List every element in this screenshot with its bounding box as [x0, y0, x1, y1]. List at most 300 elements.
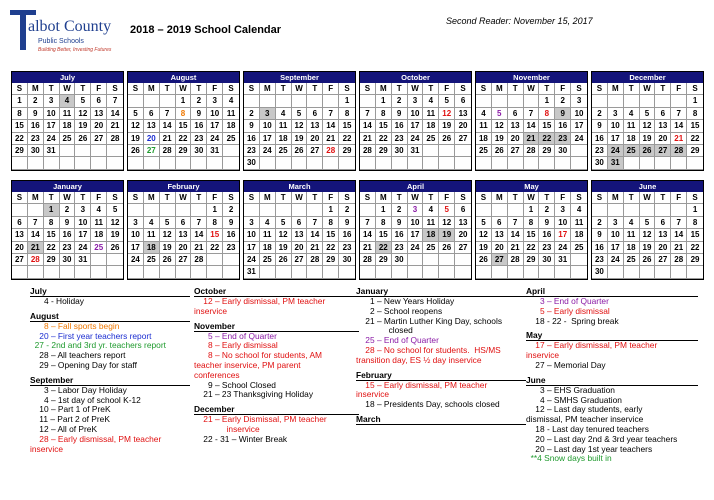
- event-item: 28 – All teachers report: [30, 350, 126, 361]
- day-cell: 24: [44, 133, 60, 145]
- empty-cell: [687, 266, 703, 278]
- day-cell: 29: [524, 254, 540, 266]
- empty-cell: [624, 204, 640, 216]
- empty-cell: [276, 157, 292, 169]
- events-column-3: [356, 286, 526, 425]
- day-cell: 26: [492, 145, 508, 157]
- day-cell: 8: [176, 108, 192, 120]
- day-cell: 25: [60, 133, 76, 145]
- day-cell: 18: [423, 229, 439, 241]
- day-cell: 23: [392, 133, 408, 145]
- day-cell: 24: [571, 133, 587, 145]
- empty-cell: [292, 266, 308, 278]
- weekday-header: M: [376, 192, 392, 204]
- day-cell: 6: [144, 108, 160, 120]
- empty-cell: [160, 204, 176, 216]
- weekday-header: T: [307, 192, 323, 204]
- day-cell: 13: [455, 108, 471, 120]
- day-cell: 24: [608, 254, 624, 266]
- event-item: 20 – First year teachers report: [30, 330, 152, 341]
- empty-cell: [244, 95, 260, 107]
- day-cell: 11: [91, 217, 107, 229]
- empty-cell: [524, 95, 540, 107]
- event-item: 3 – End of Quarter: [526, 296, 609, 306]
- empty-cell: [128, 157, 144, 169]
- weekday-header: S: [339, 83, 355, 95]
- day-cell: 19: [492, 133, 508, 145]
- day-cell: 11: [423, 108, 439, 120]
- day-cell: 11: [624, 229, 640, 241]
- day-cell: 19: [640, 242, 656, 254]
- day-cell: 22: [44, 242, 60, 254]
- event-item: 10 – Part 1 of PreK: [30, 404, 111, 415]
- empty-cell: [555, 157, 571, 169]
- day-cell: 19: [292, 133, 308, 145]
- empty-cell: [476, 204, 492, 216]
- day-cell: 31: [555, 254, 571, 266]
- event-item: 20 – Last day 2nd & 3rd year teachers: [526, 433, 678, 444]
- empty-cell: [539, 157, 555, 169]
- empty-cell: [223, 145, 239, 157]
- empty-cell: [624, 157, 640, 169]
- day-cell: 27: [455, 242, 471, 254]
- empty-cell: [12, 266, 28, 278]
- day-cell: 20: [91, 120, 107, 132]
- day-cell: 7: [671, 108, 687, 120]
- day-cell: 4: [423, 204, 439, 216]
- weekday-header: S: [360, 192, 376, 204]
- day-cell: 30: [555, 145, 571, 157]
- day-cell: 16: [339, 229, 355, 241]
- weekday-header: S: [571, 83, 587, 95]
- day-cell: 13: [655, 120, 671, 132]
- event-item: 22 - 31 – Winter Break: [194, 433, 288, 444]
- day-cell: 21: [360, 242, 376, 254]
- day-cell: 7: [524, 108, 540, 120]
- empty-cell: [571, 254, 587, 266]
- empty-cell: [655, 204, 671, 216]
- empty-cell: [524, 157, 540, 169]
- weekday-header: W: [176, 83, 192, 95]
- weekday-header: T: [392, 192, 408, 204]
- month-march: [243, 180, 356, 280]
- day-cell: 8: [376, 217, 392, 229]
- day-cell: 26: [276, 254, 292, 266]
- day-cell: 21: [671, 242, 687, 254]
- day-cell: 1: [323, 204, 339, 216]
- weekday-header: S: [244, 83, 260, 95]
- event-item: 29 – Opening Day for staff: [30, 359, 137, 370]
- empty-cell: [176, 157, 192, 169]
- month-header: July: [12, 72, 123, 83]
- weekday-header: F: [323, 83, 339, 95]
- event-item: 3 – Labor Day Holiday: [30, 384, 127, 395]
- day-cell: 27: [176, 254, 192, 266]
- day-cell: 13: [655, 229, 671, 241]
- day-cell: 3: [75, 204, 91, 216]
- weekday-header: S: [223, 83, 239, 95]
- weekday-header: T: [191, 83, 207, 95]
- empty-cell: [260, 95, 276, 107]
- weekday-header: M: [260, 192, 276, 204]
- day-cell: 1: [339, 95, 355, 107]
- day-cell: 23: [592, 254, 608, 266]
- weekday-header: S: [339, 192, 355, 204]
- day-cell: 22: [539, 133, 555, 145]
- month-november: [475, 71, 588, 171]
- empty-cell: [439, 145, 455, 157]
- month-september: [243, 71, 356, 171]
- day-cell: 11: [144, 229, 160, 241]
- day-cell: 9: [592, 229, 608, 241]
- empty-cell: [144, 266, 160, 278]
- event-item: 18 – Presidents Day, schools closed: [356, 399, 500, 410]
- day-cell: 29: [44, 254, 60, 266]
- day-cell: 24: [244, 254, 260, 266]
- day-cell: 24: [260, 145, 276, 157]
- day-cell: 28: [323, 145, 339, 157]
- events-month-heading: March: [356, 414, 526, 425]
- day-cell: 3: [408, 204, 424, 216]
- day-cell: 16: [392, 120, 408, 132]
- empty-cell: [191, 157, 207, 169]
- event-item: 12 – Early dismissal, PM teacher: [194, 296, 326, 306]
- day-cell: 13: [91, 108, 107, 120]
- weekday-header: T: [160, 83, 176, 95]
- day-cell: 24: [555, 242, 571, 254]
- weekday-header: T: [392, 83, 408, 95]
- day-cell: 19: [128, 133, 144, 145]
- day-cell: 11: [476, 120, 492, 132]
- empty-cell: [107, 254, 123, 266]
- day-cell: 26: [292, 145, 308, 157]
- day-cell: 28: [360, 145, 376, 157]
- day-cell: 21: [508, 242, 524, 254]
- day-cell: 12: [276, 229, 292, 241]
- event-item: 3 – EHS Graduation: [526, 384, 615, 395]
- day-cell: 20: [292, 242, 308, 254]
- event-item: 15 – Early dismissal, PM teacher: [356, 379, 488, 390]
- day-cell: 28: [508, 254, 524, 266]
- empty-cell: [376, 266, 392, 278]
- day-cell: 9: [555, 108, 571, 120]
- empty-cell: [307, 157, 323, 169]
- day-cell: 4: [624, 108, 640, 120]
- day-cell: 18: [624, 133, 640, 145]
- empty-cell: [128, 204, 144, 216]
- month-header: April: [360, 181, 471, 192]
- weekday-header: S: [223, 192, 239, 204]
- month-july: [11, 71, 124, 171]
- day-cell: 18: [60, 120, 76, 132]
- day-cell: 16: [60, 229, 76, 241]
- empty-cell: [360, 95, 376, 107]
- empty-cell: [640, 204, 656, 216]
- day-cell: 24: [75, 242, 91, 254]
- day-cell: 7: [28, 217, 44, 229]
- day-cell: 14: [508, 229, 524, 241]
- day-cell: 1: [376, 95, 392, 107]
- day-cell: 5: [160, 217, 176, 229]
- day-cell: 7: [107, 95, 123, 107]
- day-cell: 2: [223, 204, 239, 216]
- day-cell: 3: [608, 108, 624, 120]
- weekday-header: S: [687, 192, 703, 204]
- empty-cell: [307, 95, 323, 107]
- empty-cell: [624, 95, 640, 107]
- day-cell: 6: [455, 204, 471, 216]
- day-cell: 2: [592, 108, 608, 120]
- day-cell: 4: [476, 108, 492, 120]
- day-cell: 1: [687, 95, 703, 107]
- day-cell: 8: [207, 217, 223, 229]
- empty-cell: [107, 266, 123, 278]
- day-cell: 9: [539, 217, 555, 229]
- day-cell: 28: [524, 145, 540, 157]
- weekday-header: F: [91, 192, 107, 204]
- weekday-header: T: [276, 83, 292, 95]
- day-cell: 4: [223, 95, 239, 107]
- event-item: 9 – School Closed: [194, 379, 276, 390]
- day-cell: 17: [260, 133, 276, 145]
- weekday-header: W: [176, 192, 192, 204]
- event-item: 2 – School reopens: [356, 305, 443, 316]
- day-cell: 10: [260, 120, 276, 132]
- day-cell: 19: [640, 133, 656, 145]
- empty-cell: [276, 204, 292, 216]
- event-item: 27 - 2nd and 3rd yr. teachers report: [30, 340, 166, 351]
- day-cell: 17: [207, 120, 223, 132]
- day-cell: 25: [476, 145, 492, 157]
- events-month-heading: November: [194, 321, 359, 332]
- day-cell: 15: [539, 120, 555, 132]
- day-cell: 14: [107, 108, 123, 120]
- empty-cell: [640, 157, 656, 169]
- weekday-header: S: [107, 83, 123, 95]
- day-cell: 26: [476, 254, 492, 266]
- weekday-header: T: [624, 192, 640, 204]
- empty-cell: [260, 204, 276, 216]
- weekday-header: M: [492, 83, 508, 95]
- event-item: 21 – Martin Luther King Day, schools: [356, 315, 503, 326]
- event-item: 25 – End of Quarter: [356, 335, 439, 346]
- day-cell: 26: [640, 145, 656, 157]
- day-cell: 10: [75, 217, 91, 229]
- day-cell: 9: [28, 108, 44, 120]
- month-header: December: [592, 72, 703, 83]
- weekday-header: F: [207, 192, 223, 204]
- empty-cell: [28, 266, 44, 278]
- day-cell: 27: [508, 145, 524, 157]
- day-cell: 18: [260, 242, 276, 254]
- event-item: 12 – All of PreK: [30, 423, 98, 434]
- empty-cell: [571, 157, 587, 169]
- day-cell: 16: [539, 229, 555, 241]
- day-cell: 30: [244, 157, 260, 169]
- empty-cell: [276, 266, 292, 278]
- day-cell: 6: [307, 108, 323, 120]
- empty-cell: [492, 266, 508, 278]
- empty-cell: [655, 95, 671, 107]
- day-cell: 11: [223, 108, 239, 120]
- events-column-1: [30, 286, 190, 454]
- day-cell: 4: [60, 95, 76, 107]
- day-cell: 13: [492, 229, 508, 241]
- empty-cell: [307, 266, 323, 278]
- day-cell: 15: [176, 120, 192, 132]
- weekday-header: M: [144, 192, 160, 204]
- empty-cell: [91, 157, 107, 169]
- weekday-header: W: [408, 192, 424, 204]
- day-cell: 27: [144, 145, 160, 157]
- day-cell: 21: [191, 242, 207, 254]
- weekday-header: F: [91, 83, 107, 95]
- day-cell: 1: [207, 204, 223, 216]
- day-cell: 25: [571, 242, 587, 254]
- day-cell: 15: [12, 120, 28, 132]
- day-cell: 27: [307, 145, 323, 157]
- day-cell: 23: [592, 145, 608, 157]
- day-cell: 3: [260, 108, 276, 120]
- day-cell: 4: [276, 108, 292, 120]
- events-month-heading: October: [194, 286, 359, 297]
- day-cell: 31: [207, 145, 223, 157]
- events-month-heading: June: [526, 375, 698, 386]
- event-item: 20 – Last day 1st year teachers: [526, 443, 653, 454]
- day-cell: 16: [28, 120, 44, 132]
- day-cell: 15: [44, 229, 60, 241]
- event-item: **4 Snow days built in: [526, 453, 612, 464]
- day-cell: 4: [423, 95, 439, 107]
- empty-cell: [640, 95, 656, 107]
- weekday-header: S: [476, 192, 492, 204]
- month-header: March: [244, 181, 355, 192]
- day-cell: 26: [439, 242, 455, 254]
- day-cell: 12: [476, 229, 492, 241]
- empty-cell: [60, 266, 76, 278]
- day-cell: 14: [360, 120, 376, 132]
- empty-cell: [191, 204, 207, 216]
- day-cell: 20: [455, 120, 471, 132]
- day-cell: 20: [455, 229, 471, 241]
- empty-cell: [571, 145, 587, 157]
- day-cell: 15: [376, 120, 392, 132]
- empty-cell: [360, 204, 376, 216]
- day-cell: 2: [28, 95, 44, 107]
- empty-cell: [160, 95, 176, 107]
- day-cell: 31: [44, 145, 60, 157]
- day-cell: 19: [276, 242, 292, 254]
- event-item: 4 – 1st day of school K-12: [30, 394, 141, 405]
- day-cell: 2: [244, 108, 260, 120]
- day-cell: 17: [75, 229, 91, 241]
- event-item: inservice: [526, 350, 560, 361]
- empty-cell: [44, 157, 60, 169]
- day-cell: 20: [307, 133, 323, 145]
- day-cell: 3: [408, 95, 424, 107]
- day-cell: 23: [244, 145, 260, 157]
- weekday-header: M: [28, 83, 44, 95]
- calendar-row-2: [11, 180, 705, 280]
- day-cell: 5: [640, 108, 656, 120]
- day-cell: 27: [655, 145, 671, 157]
- day-cell: 25: [91, 242, 107, 254]
- empty-cell: [687, 157, 703, 169]
- day-cell: 8: [376, 108, 392, 120]
- events-column-4: [526, 286, 698, 464]
- empty-cell: [455, 157, 471, 169]
- weekday-header: T: [508, 83, 524, 95]
- weekday-header: F: [555, 192, 571, 204]
- empty-cell: [592, 95, 608, 107]
- day-cell: 20: [655, 242, 671, 254]
- day-cell: 18: [476, 133, 492, 145]
- day-cell: 31: [75, 254, 91, 266]
- weekday-header: T: [423, 83, 439, 95]
- empty-cell: [128, 95, 144, 107]
- event-item: inservice: [356, 389, 390, 400]
- day-cell: 20: [144, 133, 160, 145]
- event-item: 18 - 22 - Spring break: [526, 315, 619, 326]
- day-cell: 22: [323, 242, 339, 254]
- day-cell: 17: [608, 133, 624, 145]
- day-cell: 2: [392, 204, 408, 216]
- day-cell: 27: [12, 254, 28, 266]
- event-item: 17 – Early dismissal, PM teacher: [526, 340, 658, 351]
- event-item: dismissal, PM teacher inservice: [526, 414, 644, 425]
- day-cell: 12: [292, 120, 308, 132]
- day-cell: 6: [292, 217, 308, 229]
- event-item: 21 – 23 Thanksgiving Holiday: [194, 389, 314, 400]
- event-item: inservice: [194, 423, 260, 434]
- day-cell: 8: [339, 108, 355, 120]
- empty-cell: [671, 95, 687, 107]
- empty-cell: [439, 157, 455, 169]
- day-cell: 7: [671, 217, 687, 229]
- day-cell: 25: [144, 254, 160, 266]
- day-cell: 14: [360, 229, 376, 241]
- event-item: 8 – Early dismissal: [194, 340, 278, 351]
- empty-cell: [107, 145, 123, 157]
- month-june: [591, 180, 704, 280]
- day-cell: 23: [28, 133, 44, 145]
- weekday-header: T: [44, 83, 60, 95]
- day-cell: 3: [207, 95, 223, 107]
- day-cell: 11: [571, 217, 587, 229]
- day-cell: 24: [608, 145, 624, 157]
- day-cell: 5: [292, 108, 308, 120]
- empty-cell: [671, 157, 687, 169]
- empty-cell: [476, 95, 492, 107]
- day-cell: 8: [539, 108, 555, 120]
- day-cell: 5: [439, 204, 455, 216]
- weekday-header: S: [455, 192, 471, 204]
- day-cell: 29: [687, 254, 703, 266]
- day-cell: 28: [307, 254, 323, 266]
- day-cell: 10: [608, 229, 624, 241]
- day-cell: 7: [360, 108, 376, 120]
- empty-cell: [223, 266, 239, 278]
- day-cell: 11: [423, 217, 439, 229]
- day-cell: 12: [128, 120, 144, 132]
- month-header: October: [360, 72, 471, 83]
- empty-cell: [323, 157, 339, 169]
- day-cell: 8: [12, 108, 28, 120]
- empty-cell: [492, 204, 508, 216]
- day-cell: 22: [176, 133, 192, 145]
- day-cell: 29: [176, 145, 192, 157]
- day-cell: 22: [12, 133, 28, 145]
